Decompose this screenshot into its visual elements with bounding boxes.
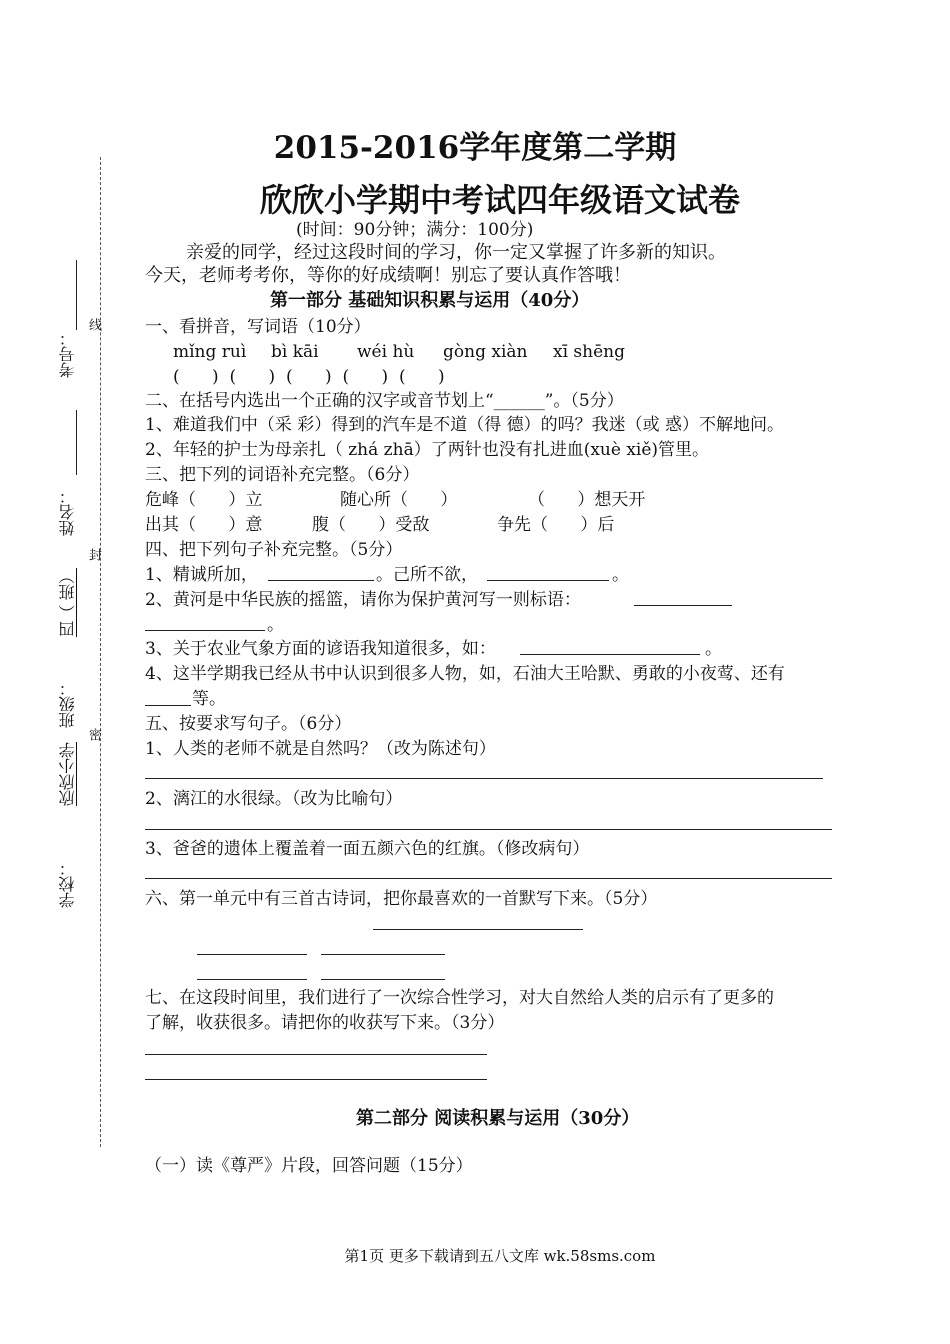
q4-l2: 2、黄河是中华民族的摇篮，请你为保护黄河写一则标语： [145, 590, 581, 610]
pinyin-1: mǐng ruì [173, 342, 247, 362]
q6-title: 六、第一单元中有三首古诗词，把你最喜欢的一首默写下来。（5分） [145, 889, 658, 909]
q4-blank5[interactable] [520, 654, 700, 655]
school-value: 欣欣小学 [58, 742, 77, 806]
q3-title: 三、把下列的词语补充完整。（6分） [145, 465, 420, 485]
q4-l1-b: 。己所不欲， [376, 565, 478, 585]
pinyin-2: bì kāi [271, 342, 319, 362]
part1-title: 第一部分 基础知识积累与运用（40分） [270, 290, 590, 311]
q6-poem-title-line[interactable] [373, 929, 583, 930]
part2-subtitle: （一）读《尊严》片段，回答问题（15分） [145, 1156, 473, 1176]
q3-r2-c: 争先（ ）后 [497, 515, 615, 535]
q4-blank1[interactable] [268, 580, 374, 581]
q4-blank4[interactable] [145, 630, 265, 631]
seal-mi: 密 [86, 728, 101, 741]
exam-title-line2: 欣欣小学期中考试四年级语文试卷 [259, 181, 741, 219]
q1-title: 一、看拼音，写词语（10分） [145, 317, 371, 337]
q3-r2-a: 出其（ ）意 [145, 515, 263, 535]
q2-line2: 2、年轻的护士为母亲扎（ zhá zhā）了两针也没有扎进血(xuè xiě)管里。 [145, 440, 710, 460]
q5-line1: 1、人类的老师不就是自然吗？（改为陈述句） [145, 739, 496, 759]
q7-line1: 七、在这段时间里，我们进行了一次综合性学习，对大自然给人类的启示有了更多的 [145, 988, 774, 1008]
q7-line2: 了解，收获很多。请把你的收获写下来。（3分） [145, 1013, 505, 1033]
q4-l4-end: 等。 [192, 689, 226, 709]
name-underline [76, 410, 77, 475]
class-value: 四（ 班） [58, 568, 77, 638]
q5-line2: 2、漓江的水很绿。（改为比喻句） [145, 789, 403, 809]
q4-title: 四、把下列句子补充完整。（5分） [145, 540, 403, 560]
q3-r1-c: （ ）想天开 [528, 490, 646, 510]
q3-r1-b: 随心所（ ） [340, 490, 458, 510]
id-label: 考号： [58, 330, 77, 378]
q6-line-2b[interactable] [321, 979, 445, 980]
q5-answer2[interactable] [145, 829, 832, 830]
q4-l3-end: 。 [705, 639, 722, 659]
pinyin-5: xī shēng [553, 342, 625, 362]
school-label: 学校： [58, 860, 77, 908]
q1-brackets: ( ) ( ) ( ) ( ) ( ) [173, 367, 445, 387]
part2-title: 第二部分 阅读积累与运用（30分） [356, 1108, 640, 1129]
q4-l2-end: 。 [267, 615, 284, 635]
class-label: 班级： [58, 680, 77, 728]
q6-line-1a[interactable] [197, 954, 307, 955]
name-label: 姓名： [58, 488, 77, 536]
q6-line-1b[interactable] [321, 954, 445, 955]
pinyin-3: wéi hù [357, 342, 415, 362]
q5-line3: 3、爸爸的遗体上覆盖着一面五颜六色的红旗。（修改病句） [145, 839, 590, 859]
intro-line1: 亲爱的同学，经过这段时间的学习，你一定又掌握了许多新的知识。 [186, 242, 726, 263]
q5-title: 五、按要求写句子。（6分） [145, 714, 352, 734]
q4-l3: 3、关于农业气象方面的谚语我知道很多，如： [145, 639, 496, 659]
q4-blank2[interactable] [487, 580, 609, 581]
q4-blank3[interactable] [634, 605, 732, 606]
q7-answer1[interactable] [145, 1054, 487, 1055]
pinyin-4: gòng xiàn [443, 342, 528, 362]
seal-feng: 封 [86, 548, 101, 561]
id-underline [76, 260, 77, 330]
intro-line2: 今天，老师考考你，等你的好成绩啊！别忘了要认真作答哦！ [145, 265, 631, 286]
seal-xian: 线 [86, 318, 101, 331]
q4-blank6[interactable] [145, 705, 191, 706]
q2-title: 二、在括号内选出一个正确的汉字或音节划上“______”。（5分） [145, 391, 624, 411]
q3-r1-a: 危峰（ ）立 [145, 490, 263, 510]
q2-line1: 1、难道我们中（采 彩）得到的汽车是不道（得 德）的吗？我迷（或 惑）不解地问。 [145, 415, 785, 435]
q4-l4: 4、这半学期我已经从书中认识到很多人物，如，石油大王哈默、勇敢的小夜莺、还有 [145, 664, 785, 684]
q5-answer1[interactable] [145, 778, 823, 779]
q7-answer2[interactable] [145, 1079, 487, 1080]
q4-l1-a: 1、精诚所加， [145, 565, 258, 585]
q6-line-2a[interactable] [197, 979, 307, 980]
q5-answer3[interactable] [145, 878, 832, 879]
binding-dashed-line [100, 157, 101, 1147]
page-footer: 第1页 更多下载请到五八文库 wk.58sms.com [344, 1247, 656, 1265]
q4-l1-c: 。 [612, 565, 629, 585]
exam-title-line1: 2015-2016学年度第二学期 [273, 130, 677, 166]
exam-time: (时间：90分钟；满分：100分) [296, 220, 534, 240]
q3-r2-b: 腹（ ）受敌 [312, 515, 430, 535]
